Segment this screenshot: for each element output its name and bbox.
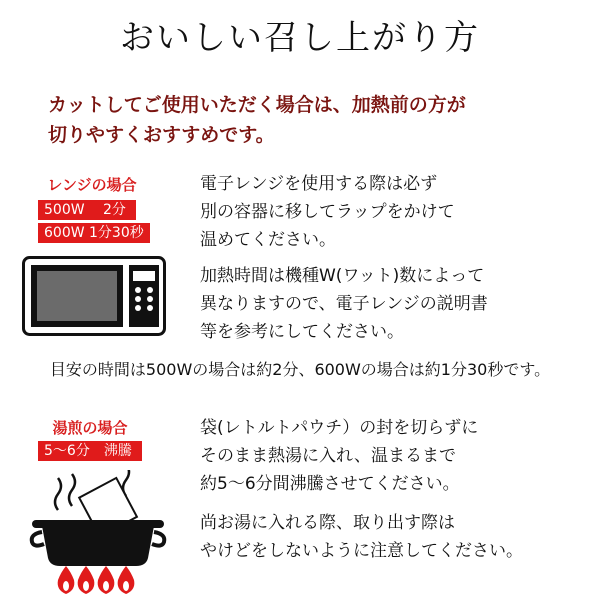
boil-heading: 湯煎の場合 [52, 419, 128, 437]
boil-instructions [200, 414, 478, 498]
boil-instruction-line: 袋(レトルトパウチ）の封を切らずに [200, 418, 479, 438]
microwave-instruction-line: 別の容器に移してラップをかけて [200, 202, 455, 222]
boil-time-tag: 5〜6分 沸騰 [38, 441, 142, 461]
microwave-instruction-line: 電子レンジを使用する際は必ず [200, 174, 438, 194]
boil-instruction-line: 約5〜6分間沸騰させてください。 [200, 474, 460, 494]
notice-line-1: カットしてご使用いただく場合は、加熱前の方が [48, 94, 466, 116]
pot-on-fire-icon [28, 470, 168, 595]
guide-time-line: 目安の時間は500Wの場合は約2分、600Wの場合は約1分30秒です。 [49, 360, 551, 379]
boil-instruction-line: そのまま熱湯に入れ、温まるまで [200, 446, 457, 466]
microwave-600w-tag: 600W 1分30秒 [38, 223, 150, 243]
microwave-note-line: 等を参考にしてください。 [200, 322, 404, 342]
microwave-icon [22, 256, 166, 336]
boil-caution [200, 509, 523, 565]
microwave-500w-tag: 500W 2分 [38, 200, 136, 220]
microwave-instructions [200, 170, 455, 254]
boil-caution-line: 尚お湯に入れる際、取り出す際は [200, 513, 455, 533]
microwave-note-line: 異なりますので、電子レンジの説明書 [200, 294, 488, 314]
microwave-note-line: 加熱時間は機種W(ワット)数によって [200, 266, 485, 286]
cutting-notice [48, 90, 588, 150]
boil-caution-line: やけどをしないように注意してください。 [200, 541, 523, 561]
page-title: おいしい召し上がり方 [120, 18, 480, 58]
microwave-note [200, 262, 488, 346]
notice-line-2: 切りやすくおすすめです。 [48, 124, 275, 146]
microwave-instruction-line: 温めてください。 [200, 230, 336, 250]
microwave-heading: レンジの場合 [47, 176, 137, 194]
